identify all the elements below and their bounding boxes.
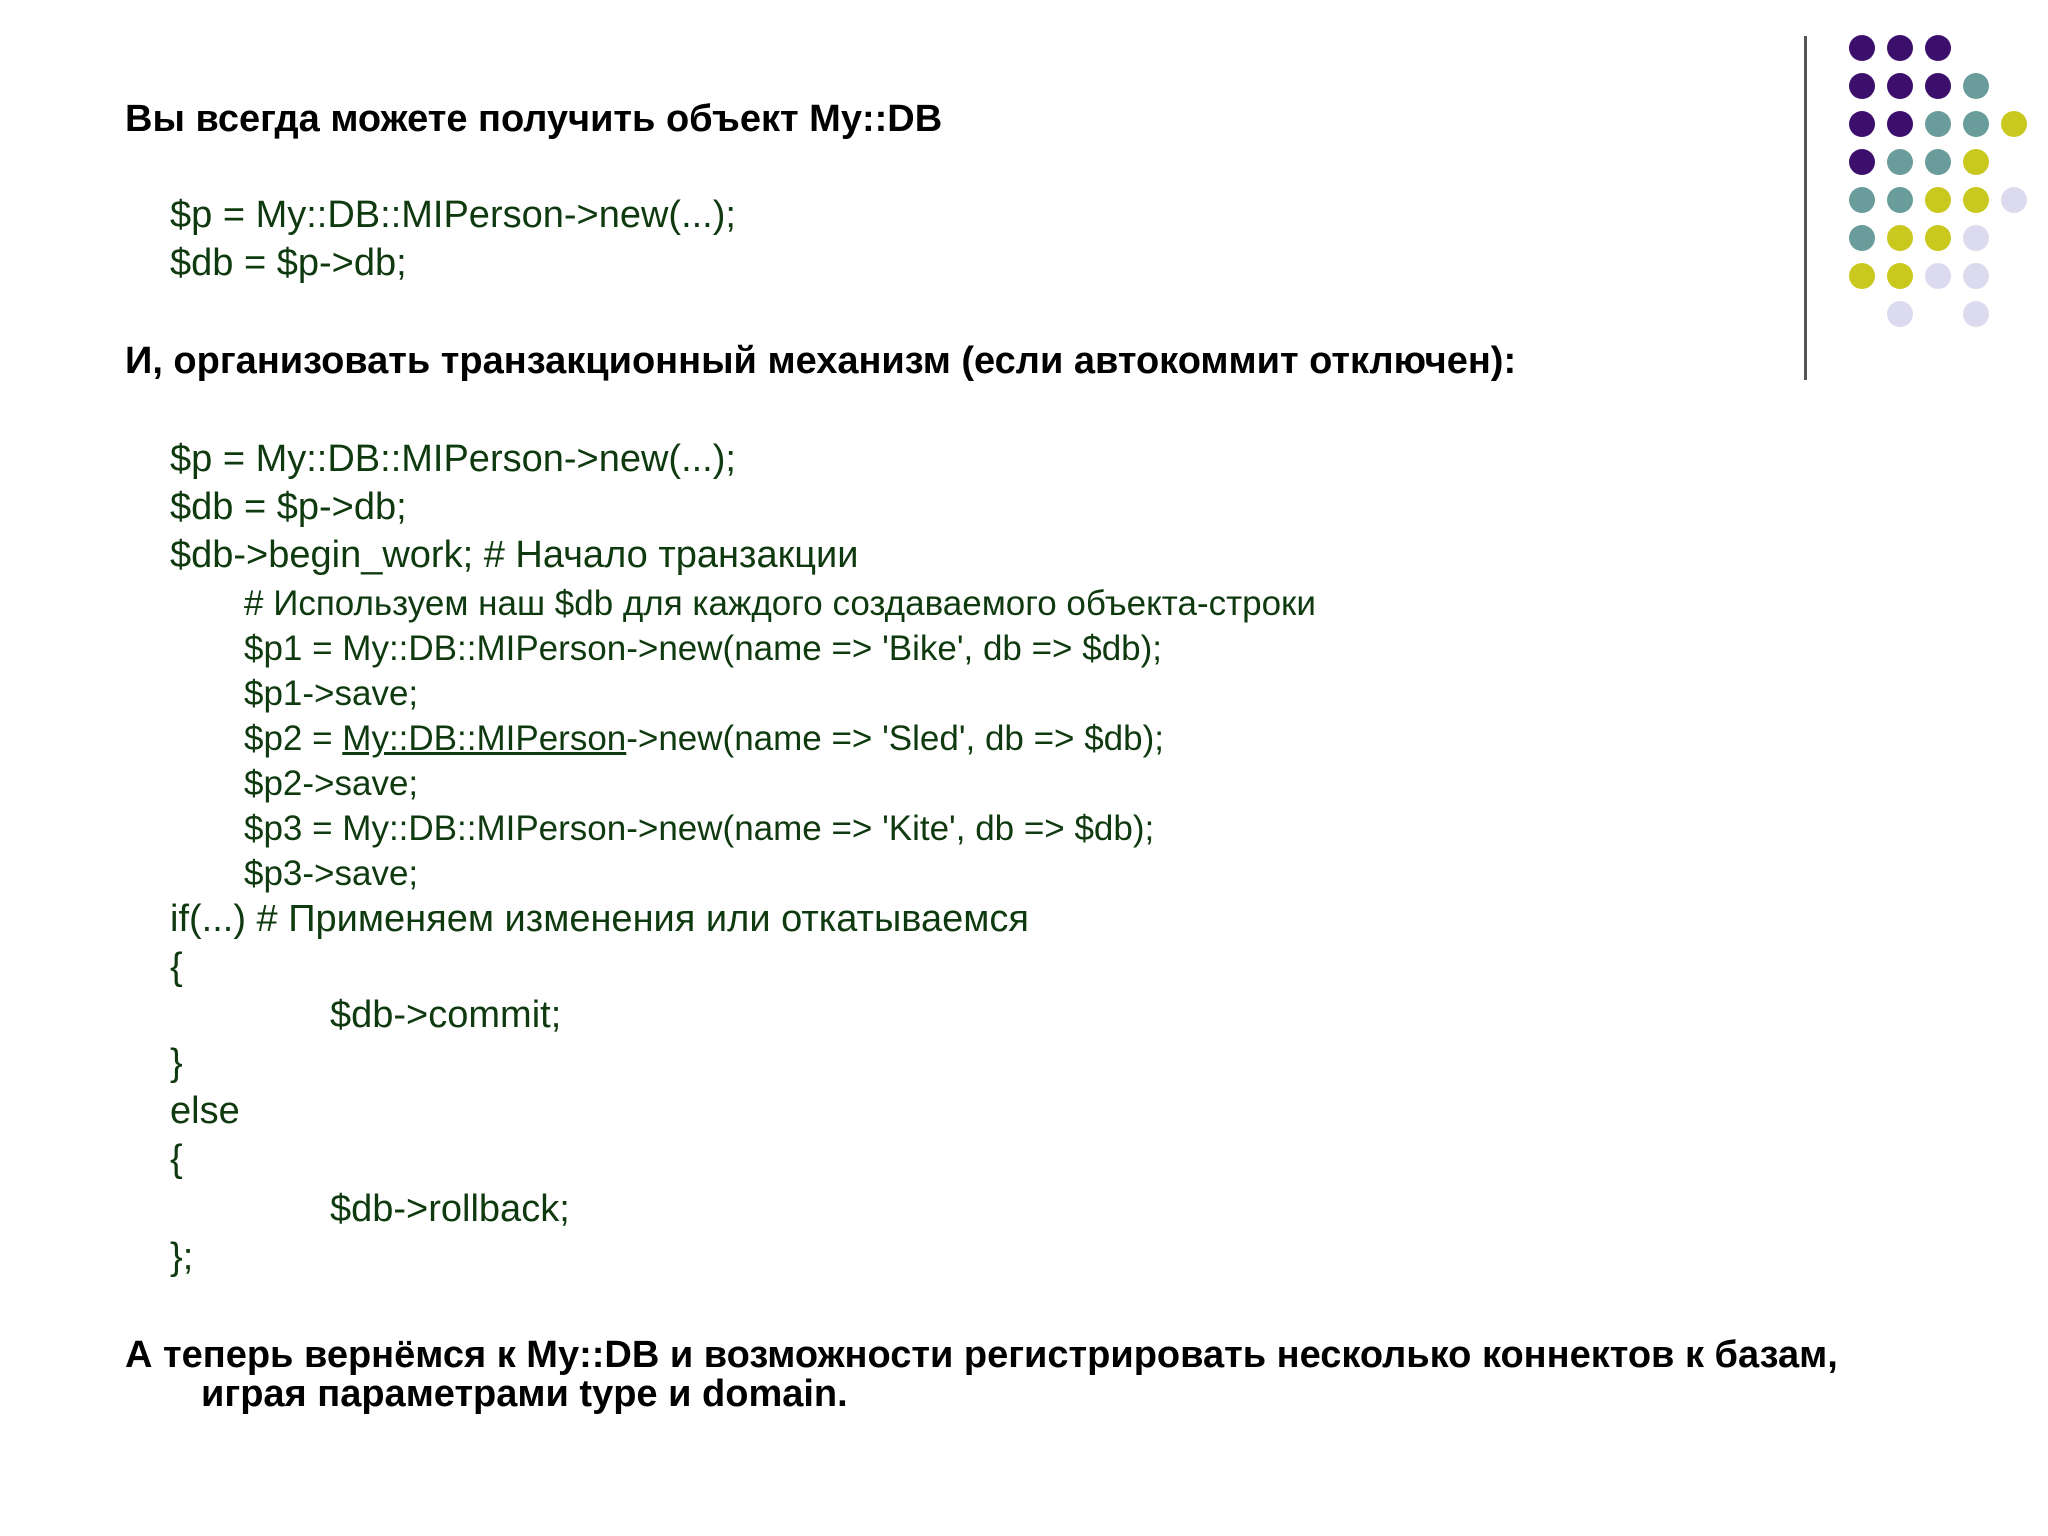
ornament-dot (1887, 187, 1913, 213)
code-comment-line: # Используем наш $db для каждого создаваемого объекта-строки (244, 584, 1316, 623)
code-line-p2 (244, 719, 1164, 759)
ornament-dot (1925, 225, 1951, 251)
code-brace: } (170, 1042, 183, 1084)
ornament-dot (1963, 111, 1989, 137)
ornament-dot (1849, 73, 1875, 99)
ornament-dot (1849, 111, 1875, 137)
code-line: $p3 = My::DB::MIPerson->new(name => 'Kite', db => $db); (244, 809, 1155, 848)
ornament-dot (1925, 111, 1951, 137)
ornament-dot (1849, 225, 1875, 251)
code-brace: { (170, 1138, 183, 1180)
ornament-dot (1887, 301, 1913, 327)
code-line: $p = My::DB::MIPerson->new(...); (170, 194, 736, 236)
ornament-dot (1887, 35, 1913, 61)
code-line: if(...) # Применяем изменения или откатываемся (170, 898, 1030, 940)
ornament-dot (1925, 263, 1951, 289)
code-line: $p1 = My::DB::MIPerson->new(name => 'Bike', db => $db); (244, 629, 1162, 668)
ornament-dot (1849, 35, 1875, 61)
ornament-dot (1887, 149, 1913, 175)
ornament-dot (1963, 149, 1989, 175)
ornament-dot (1887, 73, 1913, 99)
code-line: $db->rollback; (330, 1188, 570, 1230)
ornament-dot (1887, 263, 1913, 289)
code-p2-suffix: ->new(name => 'Sled', db => $db); (626, 719, 1164, 758)
ornament-dot (1925, 35, 1951, 61)
code-line: $p3->save; (244, 854, 419, 893)
heading-multiple-connections: А теперь вернёмся к My::DB и возможности регистрировать несколько коннектов к базам, играя параметрами type и domain. (125, 1334, 1838, 1415)
heading-transactions: И, организовать транзакционный механизм (если автокоммит отключен): (125, 340, 1517, 382)
ornament-dot (1849, 263, 1875, 289)
ornament-dot (1925, 73, 1951, 99)
code-line: $db->begin_work; # Начало транзакции (170, 534, 859, 576)
ornament-dot (1887, 225, 1913, 251)
heading-get-db-object: Вы всегда можете получить объект My::DB (125, 98, 943, 140)
code-line: $db = $p->db; (170, 486, 407, 528)
ornament-dot (1849, 187, 1875, 213)
code-line: $p2->save; (244, 764, 419, 803)
ornament-dot (1925, 187, 1951, 213)
ornament-dot (1849, 149, 1875, 175)
code-line: else (170, 1090, 240, 1132)
ornament-dot (2001, 187, 2027, 213)
code-brace: { (170, 946, 183, 988)
code-line: $db = $p->db; (170, 242, 407, 284)
code-line: $db->commit; (330, 994, 562, 1036)
ornament-dot (1963, 225, 1989, 251)
ornament-dot (1963, 187, 1989, 213)
code-line: $p1->save; (244, 674, 419, 713)
vertical-divider (1804, 36, 1807, 380)
code-brace: }; (170, 1236, 194, 1278)
ornament-dot (1887, 111, 1913, 137)
ornament-dot (1963, 301, 1989, 327)
ornament-dot (1963, 263, 1989, 289)
code-class-link[interactable]: My::DB::MIPerson (342, 719, 627, 758)
code-p2-prefix: $p2 = (244, 719, 343, 758)
code-line: $p = My::DB::MIPerson->new(...); (170, 438, 736, 480)
ornament-dot (2001, 111, 2027, 137)
ornament-dot (1925, 149, 1951, 175)
ornament-dot (1963, 73, 1989, 99)
